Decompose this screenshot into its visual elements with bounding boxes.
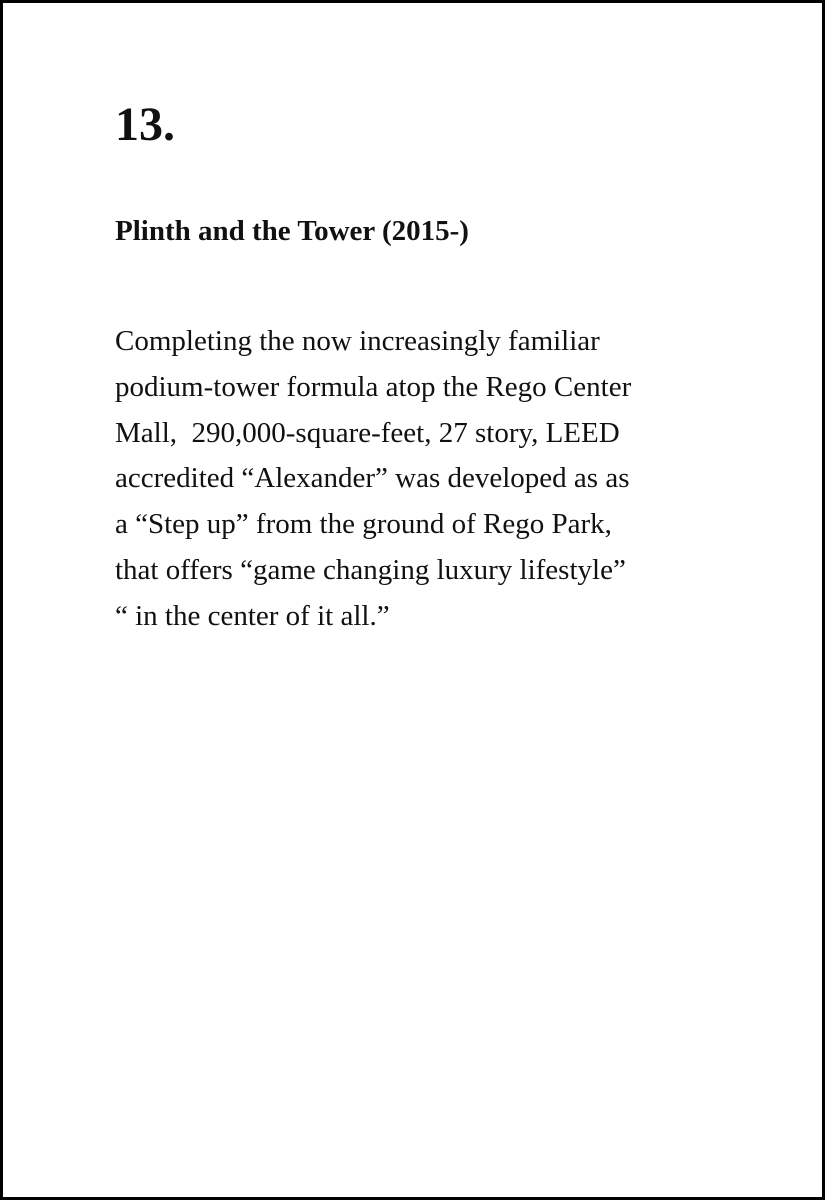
body-paragraph (115, 319, 755, 640)
body-line: accredited “Alexander” was developed as as (115, 462, 630, 495)
body-line: Completing the now increasingly familiar (115, 325, 600, 357)
section-title: Plinth and the Tower (2015-) (115, 215, 469, 247)
body-line: a “Step up” from the ground of Rego Park, (115, 508, 612, 541)
body-line: podium-tower formula atop the Rego Center (115, 370, 632, 403)
section-number: 13. (115, 98, 175, 151)
body-line: that offers “game changing luxury lifestyle” (115, 553, 626, 586)
body-line: Mall, 290,000-square-feet, 27 story, LEED (115, 416, 620, 449)
body-line: “ in the center of it all.” (115, 599, 390, 632)
